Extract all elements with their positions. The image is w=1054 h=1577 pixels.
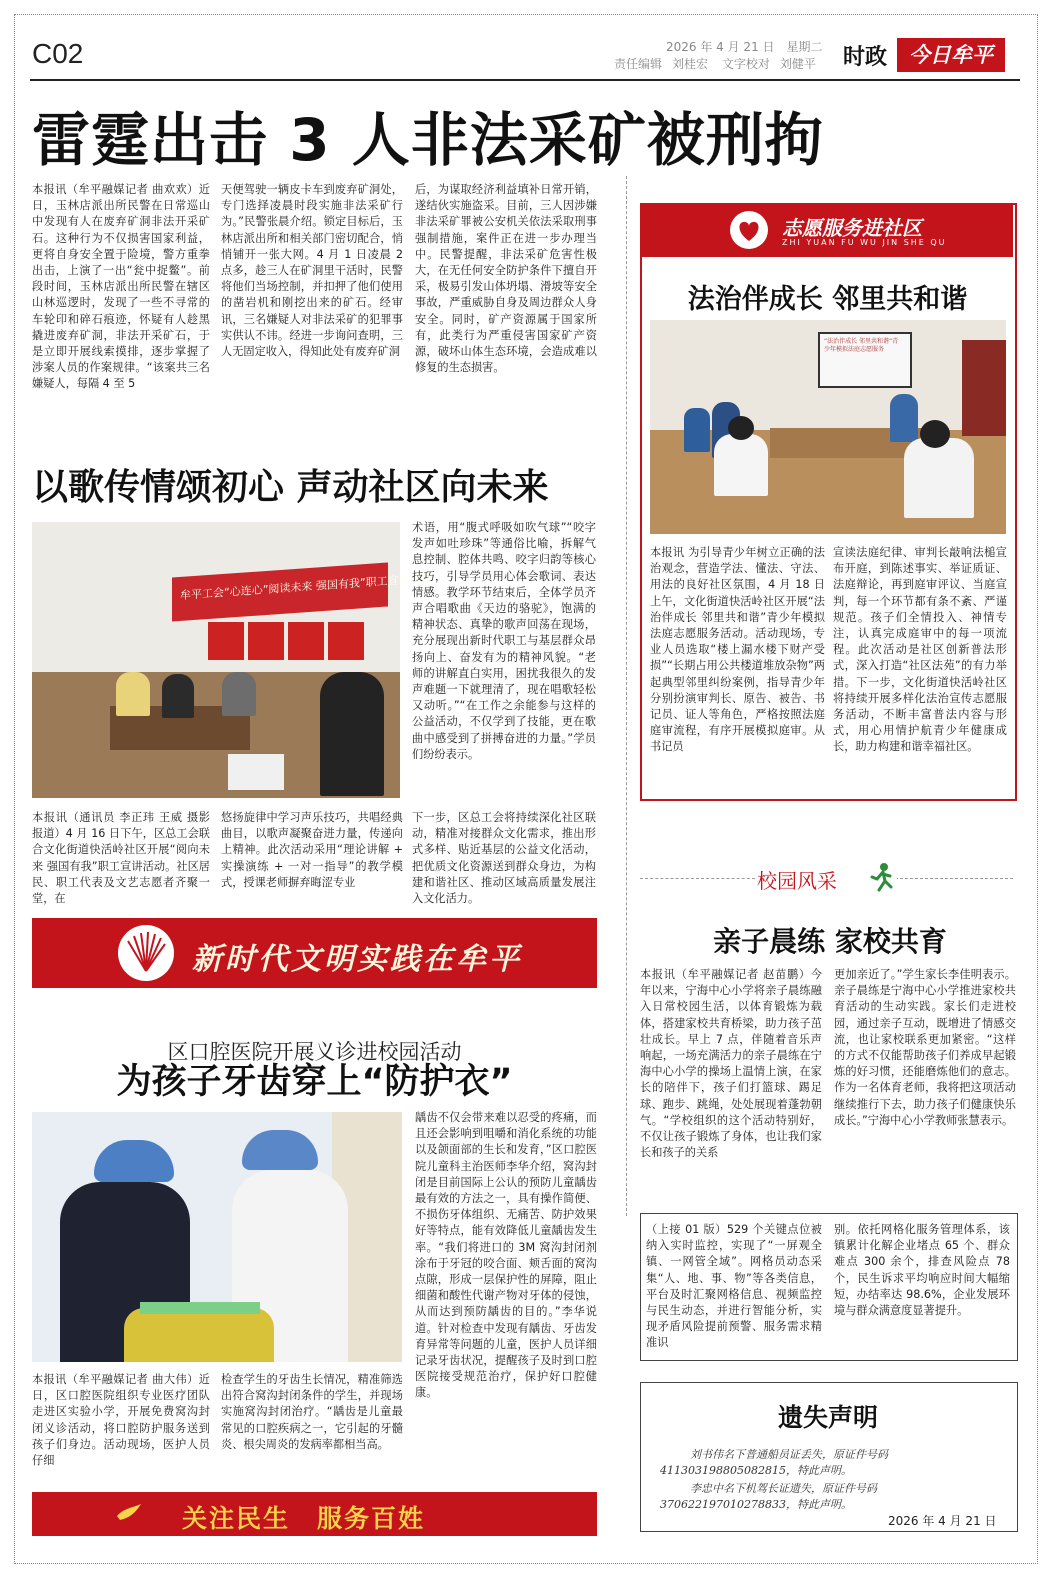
lost-notice-line4: 370622197010278833，特此声明。 [660,1498,852,1511]
newspaper-logo: 今日牟平 [897,38,1005,72]
volunteer-article-col1: 本报讯 为引导青少年树立正确的法治观念，营造学法、懂法、守法、用法的良好社区氛围，4 月 18 日上午，文化街道快活岭社区开展“法治伴成长 邻里共和谐”青少年模拟法庭志愿服务活动。活动现场，专业人员选取“楼上漏水楼下财产受损”“长期占用公共楼道堆放杂物”两起典型邻里纠纷案例，指导青少年分别扮演审判长、原告、被告、书记员、证人等角色，严格按照法庭庭审流程，有序开展模拟庭审。从书记员 [650,546,825,754]
campus-article-col2: 更加亲近了。”学生家长李佳明表示。亲子晨练是宁海中心小学推进家校共育活动的生动实践。家长们走进校园，通过亲子互动，既增进了情感交流，也让家校联系更加紧密。“这样的方式不仅能帮助孩子们养成早起锻炼的好习惯，还能磨炼他们的意志。作为一名体育老师，我将把这项活动继续推行下去，助力孩子们健康快乐成长。”宁海中心小学教师张慧表示。 [834,968,1016,1127]
issue-date: 2026 年 4 月 21 日 星期二 [666,40,823,54]
lost-notice-line3: 李忠中名下机驾长证遗失，原证件号码 [690,1482,877,1495]
continued-article-col2: 别。依托网格化服务管理体系，该镇累计化解企业堵点 65 个、群众难点 300 余个，排查风险点 78 个，民生诉求平均响应时间大幅缩短，办结率达 98.6%，企业发展环境与群众满意度显著提升。 [834,1223,1010,1318]
editor-label: 责任编辑 [614,57,663,71]
dental-clinic-photo [32,1112,402,1362]
mining-headline: 雷霆出击 3 人非法采矿被刑拘 [32,106,824,174]
singing-article-col2: 悠扬旋律中学习声乐技巧，共唱经典曲目，以歌声凝聚奋进力量，传递向上精神。此次活动采用“理论讲解 + 实操演练 + 一对一指导”的教学模式，授课老师摒弃晦涩专业 [221,811,403,889]
mining-article-col2: 天便驾驶一辆皮卡车到废弃矿洞处，专门选择凌晨时段实施非法采矿行为。”民警张晨介绍。锁定目标后，玉林店派出所和相关部门密切配合，悄悄铺开一张大网。4 月 1 日凌晨 2 点多，趁三人在矿洞里干活时，民警将他们当场控制，并扣押了他们使用的凿岩机和刚挖出来的矿石。经审讯，三名嫌疑人对非法采矿的犯罪事实供认不讳。经进一步询问查明，三人无固定收入，得知此处有废弃矿洞 [221,183,403,359]
volunteer-article-col2: 宣读法庭纪律、审判长敲响法槌宣布开庭，到陈述事实、举证质证、法庭辩论，再到庭审评议、当庭宣判，每一个环节都有条不紊、严谨规范。孩子们全情投入、神情专注，认真完成庭审中的每一项流程。此次活动是社区创新普法形式，深入打造“社区法苑”的有力举措。下一步，文化街道快活岭社区将持续开展多样化法治宣传志愿服务活动，不断丰富普法内容与形式，用心用情护航青少年健康成长，助力构建和谐幸福社区。 [833,546,1007,754]
court-screen-text: “法治伴成长 邻里共和谐”青少年模拟法庭志愿服务 [824,338,899,353]
livelihood-banner [32,1492,597,1536]
page-number: C02 [32,38,84,69]
proof-label: 文字校对 [721,57,770,71]
civilization-banner-text: 新时代文明实践在牟平 [192,942,522,977]
masthead-rule [30,79,1020,81]
bird-icon [114,1498,144,1528]
campus-headline: 亲子晨练 家校共育 [713,925,947,958]
continued-article-col1: （上接 01 版）529 个关键点位被纳入实时监控，实现了“一屏观全镇、一网管全域”。网格员动态采集“人、地、事、物”等各类信息，平台及时汇聚网格信息、视频监控与民生动态，并进行智能分析，实现矛盾风险提前预警、服务需求精准识 [646,1223,822,1350]
singing-headline: 以歌传情颂初心 声动社区向未来 [32,467,549,508]
volunteer-banner-pinyin: ZHI YUAN FU WU JIN SHE QU [782,238,947,247]
campus-article-col1: 本报讯（牟平融媒记者 赵苗鹏）今年以来，宁海中心小学将亲子晨练融入日常校园生活，以体育锻炼为载体，搭建家校共育桥梁，助力孩子茁壮成长。早上 7 点，伴随着音乐声响起，一场充满活力的亲子晨练在宁海中心小学的操场上温情上演，在家长的陪伴下，孩子们打篮球、踢足球、跑步、跳绳，处处展现着蓬勃朝气。“学校组织的这个活动特别好，不仅让孩子锻炼了身体，也让我们家长和孩子的关系 [640,968,822,1160]
volunteer-banner [642,205,1013,257]
editor-credits [614,55,826,72]
dental-headline: 为孩子牙齿穿上“防护衣” [116,1062,513,1102]
section-name: 时政 [843,45,888,70]
volunteer-headline: 法治伴成长 邻里共和谐 [687,284,968,315]
civilization-banner [32,918,597,988]
dental-article-right: 龋齿不仅会带来难以忍受的疼痛，而且还会影响到咀嚼和消化系统的功能以及颌面部的生长和发育，”区口腔医院儿童科主治医师李华介绍，窝沟封闭是目前国际上公认的预防儿童龋齿最有效的方法之一，具有操作简便、不损伤牙体组织、无痛苦、防护效果好等特点，能有效降低儿童龋齿发生率。“我们将进口的 3M 窝沟封闭剂涂布于牙冠的咬合面、颊舌面的窝沟点隙，形成一层保护性的屏障，阻止细菌和酸性代谢产物对牙体的侵蚀，从而达到预防龋齿的目的。”李华说道。针对检查中发现有龋齿、牙齿发育异常等问题的儿童，医护人员详细记录牙齿状况，提醒孩子及时到口腔医院接受规范治疗，保护好口腔健康。 [415,1111,597,1400]
mining-article-col1: 本报讯（牟平融媒记者 曲欢欢）近日，玉林店派出所民警在日常巡山中发现有人在废弃矿洞非法开采矿石。这种行为不仅损害国家利益，更将自身安全置于险境，警方重拳出击，上演了一出“瓮中捉鳖”。前段时间，玉林店派出所民警在辖区山林巡逻时，发现了一些不寻常的车轮印和碎石痕迹，怀疑有人趁黑撬进废弃矿洞，非法开采矿石，于是立即开展线索摸排，逐步掌握了涉案人员的作案规律。“该案共三名嫌疑人，每隔 4 至 5 [32,183,210,391]
column-divider [626,176,627,1216]
runner-icon [869,862,895,892]
campus-label-text: 校园风采 [757,869,837,893]
heart-hands-icon [730,211,768,249]
singing-event-photo [32,522,432,798]
singing-article-col3: 下一步，区总工会将持续深化社区联动，精准对接群众文化需求，推出形式多样、贴近基层的公益文化活动，把优质文化资源送到群众身边，为构建和谐社区、推动区域高质量发展注入文化活力。 [412,811,596,906]
sunburst-emblem-icon [118,925,174,981]
lost-notice-date: 2026 年 4 月 21 日 [888,1514,997,1528]
lost-notice-line2: 411303198805082815，特此声明。 [660,1464,852,1477]
campus-rule-right [895,878,1013,879]
editor-name: 刘桂宏 [672,57,709,71]
dental-kicker: 区口腔医院开展义诊进校园活动 [167,1040,462,1064]
lost-notice-line1: 刘书伟名下普通船员证丢失，原证件号码 [690,1448,888,1461]
event-banner-text: 牟平工会“心连心”阅读未来 强国有我”职工宣讲活动 [180,571,432,603]
singing-article-right: 术语，用“腹式呼吸如吹气球”“咬字发声如吐珍珠”等通俗比喻，拆解气息控制、腔体共鸣、咬字归韵等核心技巧，引导学员用心体会歌词、表达情感。教学环节结束后，全体学员齐声合唱歌曲《天边的骆驼》，饱满的精神状态、真挚的歌声回荡在现场，充分展现出新时代职工与基层群众昂扬向上、奋发有为的精神风貌。“老师的讲解直白实用，困扰我很久的发声难题一下就理清了，现在唱歌轻松又动听。”“在工作之余能参与这样的公益活动，不仅学到了技能，更在歌曲中感受到了拼搏奋进的力量。”学员们纷纷表示。 [412,521,596,761]
campus-rule-left [640,878,760,879]
mining-article-col3: 后，为谋取经济利益填补日常开销，遂结伙实施盗采。目前，三人因涉嫌非法采矿罪被公安机关依法采取刑事强制措施，案件正在进一步办理当中。民警提醒，非法采矿危害性极大，在无任何安全防护条件下擅自开采，极易引发山体坍塌、滑坡等安全事故，严重威胁自身及周边群众人身安全。同时，矿产资源属于国家所有，此类行为严重侵害国家矿产资源，破坏山体生态环境，会造成难以修复的生态损害。 [415,183,597,375]
lost-notice-title: 遗失声明 [777,1403,878,1432]
livelihood-banner-text: 关注民生 服务百姓 [182,1504,426,1533]
proofer-name: 刘健平 [779,57,816,71]
dental-article-col2: 检查学生的牙齿生长情况，精准筛选出符合窝沟封闭条件的学生，并现场实施窝沟封闭治疗。“龋齿是儿童最常见的口腔疾病之一，它引起的牙髓炎、根尖周炎的发病率都相当高。 [221,1373,403,1451]
campus-label [757,862,897,894]
volunteer-banner-title: 志愿服务进社区 [782,216,922,240]
dental-article-col1: 本报讯（牟平融媒记者 曲大伟）近日，区口腔医院组织专业医疗团队走进区实验小学，开展免费窝沟封闭义诊活动，将口腔防护服务送到孩子们身边。活动现场，医护人员仔细 [32,1373,210,1468]
mock-court-photo [650,320,1006,534]
singing-article-col1: 本报讯（通讯员 李正玮 王威 摄影报道）4 月 16 日下午，区总工会联合文化街道快活岭社区开展“阅向未来 强国有我”职工宣讲活动。社区居民、职工代表及文艺志愿者齐聚一堂，在 [32,811,210,906]
